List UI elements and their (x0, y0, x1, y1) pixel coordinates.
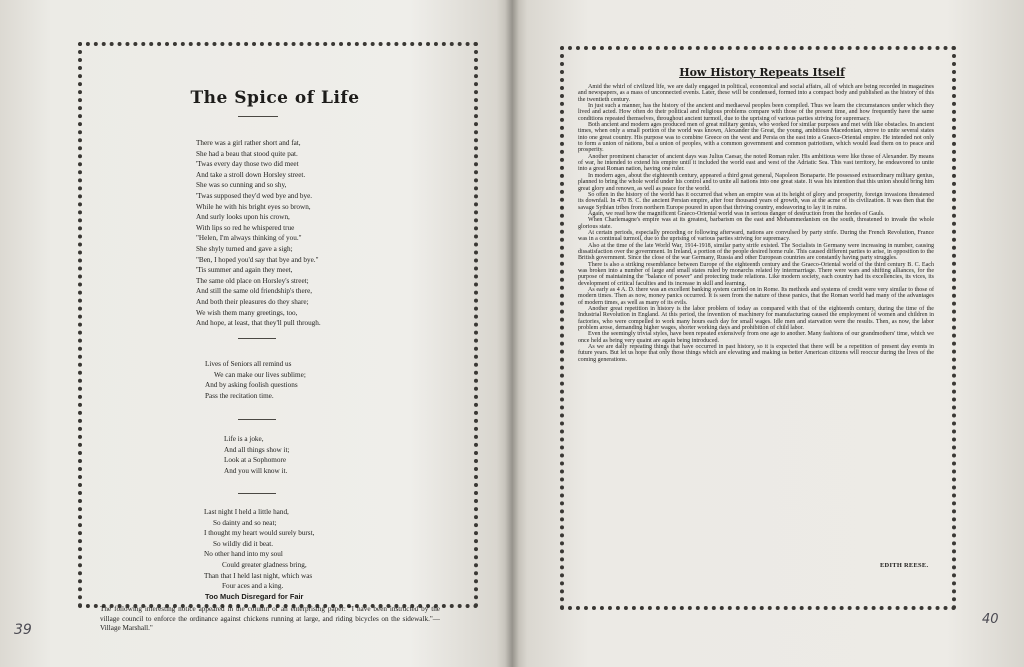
poem-line: So dainty and so neat; (213, 518, 277, 527)
poem-four (204, 507, 314, 592)
poem-line: She had a beau that stood quite pat. (196, 149, 298, 158)
poem-line: "Helen, I'm always thinking of you." (196, 234, 302, 243)
article-paragraph: Another prominent character of ancient days was Julius Caesar, the noted Roman ruler. His ambitious were like those of Alexander. By means of war, he intended to extend his empire until it included the world east and west of the Adriatic Sea. This vast territory, he endeavored to unite into a great Roman nation, having one ruler. (578, 153, 934, 173)
poem-line: And hope, at least, that they'll pull through. (196, 319, 321, 328)
notice-text: The following interesting notice appeared in the column of an enterprising paper: "I have been instructed by the village council to enforce the ordinance against chickens running at large, and riding bicycles on the sidewalk."—Village Marshall." (100, 605, 440, 633)
divider (238, 338, 276, 339)
poem-line: We can make our lives sublime; (214, 370, 306, 379)
article-paragraph: At certain periods, especially preceding or following afterward, nations are convulsed by party strife. During the French Revolution, France was in a continual turmoil, due to the uprising of various parties striving for supremacy. (578, 229, 934, 243)
poem-line: The same old place on Horsley's street; (196, 276, 309, 285)
article-paragraph: In just such a manner, has the history of the ancient and mediaeval peoples been compiled. Thus we learn the circumstances under which they lived and acted. How often do their political and religious problems compare with those of the present time, and how frequently have the same conditions repeated themselves, throughout ancient turmoil, due to the uprising of various parties striving for supremacy. (578, 103, 934, 122)
poem-line: And both their pleasures do they share; (196, 297, 309, 306)
poem-line: And take a stroll down Horsley street. (196, 170, 306, 179)
article-paragraph: There is also a striking resemblance between Europe of the eighteenth century and the Graeco-Oriental world of the third century B. C. Each was broken into a number of large and small states ruled by monarchs related by intermarriage. There were wars and shifting alliances, for the purpose of maintaining the "balance of power" and protecting trade relations. Like modern society, each country had its excellencies, its vices, its development of critical faculties and its increase in skill and learning. (578, 261, 934, 287)
section-heading: Too Much Disregard for Fair (205, 592, 304, 601)
poem-line: With lips so red he whispered true (196, 223, 295, 232)
poem-line: Pass the recitation time. (205, 391, 274, 400)
right-page (512, 0, 1024, 667)
poem-three (215, 434, 290, 476)
poem-line: Last night I held a little hand, (204, 508, 289, 516)
article-paragraph: Again, we read how the magnificent Graeco-Oriental world was in serious danger of destruction from the hordes of Gauls. (588, 210, 885, 217)
title-rule (238, 116, 278, 117)
article-paragraph: Both ancient and modern ages produced men of great military genius, who worked for similar purposes and met with like obstacles. In ancient times, when only a small portion of the world was known, Alexander the Great, the young, ambitious Macedonian, strove to unite several states into one great country. His purpose was to combine Greece on the west and Persia on the east into a Graeco-Oriental empire. He intended not only to form a union of nations, but a union of peoples, with a common government and common patriotism, which would lead them on to peace and prosperity. (578, 122, 934, 154)
poem-one (196, 138, 321, 329)
article-paragraph: Amid the whirl of civilized life, we are daily engaged in political, economical and social affairs, all of which are being recorded in magazines and newspapers, as a mass of unconnected events. Later, these will be condensed, formed into a compact body and published as the history of this the twentieth century. (578, 84, 934, 103)
article-paragraph: As early as 4 A. D. there was an excellent banking system carried on in Rome. Its methods and systems of credit were very similar to those of modern times. Then as now, money panics occurred. It is seen from the nature of these panics, that the Roman world had many of the advantages of modern times, as well as many of its evils. (578, 287, 934, 306)
article-paragraph: Also at the time of the late World War, 1914-1918, similar party strife existed. The Socialists in Germany were increasing in number, causing dissatisfaction over the government. In Ireland, a portion of the people desired home rule. This caused different parties to arise, in opposition to the British government. Since the close of the war Germany, Russia and other European countries are constantly having party struggles. (578, 242, 934, 262)
poem-line: 'Twas supposed they'd wed bye and bye. (196, 191, 313, 200)
poem-line: She shyly turned and gave a sigh; (196, 244, 293, 253)
poem-line: There was a girl rather short and fat, (196, 139, 301, 147)
poem-line: Than that I held last night, which was (204, 571, 313, 580)
article-paragraph: As we are daily repeating things that have occurred in past history, so it is expected that there will be a repetition of present day events in future years. But let us hope that only those things which are elevating and making us better American citizens will reoccur during the lives of the coming generations. (578, 344, 934, 363)
poem-line: While he with his bright eyes so brown, (196, 202, 311, 211)
poem-line: We wish them many greetings, too, (196, 308, 298, 317)
poem-line: And still the same old friendship's there, (196, 287, 313, 296)
poem-two (205, 359, 306, 401)
poem-line: And all things show it; (224, 445, 290, 454)
poem-line: And you will know it. (224, 466, 288, 475)
poem-line: And surly looks upon his crown, (196, 213, 290, 222)
poem-line: 'Tis summer and again they meet, (196, 266, 293, 275)
book-gutter (505, 0, 519, 667)
author-signature: EDITH REESE. (880, 562, 929, 569)
page-number: 40 (982, 612, 999, 627)
poem-line: No other hand into my soul (204, 550, 283, 559)
poem-line: So wildly did it beat. (213, 539, 274, 548)
article-paragraph: When Charlemagne's empire was at its greatest, barbarism on the east and Mohammedanism on the south, threatened to invade the whole glorious state. (578, 217, 934, 230)
poem-line: Lives of Seniors all remind us (205, 360, 292, 368)
poem-line: And by asking foolish questions (205, 381, 298, 390)
article-paragraph: Another great repetition in history is the labor problem of today as compared with that of the eighteenth century, during the time of the Industrial Revolution in England. At this period, the invention of machinery for manufacturing caused the employment of women and children in factories, who were compelled to work many hours each day for small wages. Idle men and starvation were the results. Then, as now, the labor problem arose, demanding higher wages, shorter working days and prohibition of child labor. (578, 306, 934, 332)
article-paragraph: So often in the history of the world has it occurred that when an empire was at its height of glory and prosperity, foreign invasions threatened its downfall. In 470 B. C. the ancient Persian empire, after four thousand years of growth, was at the acme of its civilization. It was then that the savage Sythian tribes from northern Europe poured in upon that thriving country, endeavoring to lay it in ruins. (578, 191, 934, 211)
article-paragraph: Even the seemingly trivial styles, have been repeated extensively from one age to another. Many fashions of our grandmothers' time, which we once held as being very quaint are again being introduced. (578, 331, 934, 344)
poem-line: I thought my heart would surely burst, (204, 529, 315, 538)
poem-line: Could greater gladness bring, (222, 560, 307, 569)
page-number: 39 (14, 622, 32, 638)
divider (238, 493, 276, 494)
poem-line: Look at a Sophomore (224, 456, 287, 465)
poem-line: Four aces and a king. (222, 582, 284, 591)
poem-line: "Ben, I hoped you'd say that bye and bye." (196, 255, 319, 264)
poem-line: 'Twas every day those two did meet (196, 160, 299, 169)
article-body (578, 84, 934, 363)
page-title: How History Repeats Itself (679, 66, 845, 79)
article-paragraph: In modern ages, about the eighteenth century, appeared a third great general, Napoleon Bonaparte. He possessed extraordinary military genius, planned to bring the whole world under his control and to unite all nations into one great state. It was his intention that this union should bring him great glory and renown, as well as peace for the world. (578, 172, 934, 192)
page-title: The Spice of Life (190, 88, 360, 108)
poem-line: Life is a joke, (224, 435, 264, 443)
poem-line: She was so cunning and so shy, (196, 181, 287, 190)
divider (238, 419, 276, 420)
